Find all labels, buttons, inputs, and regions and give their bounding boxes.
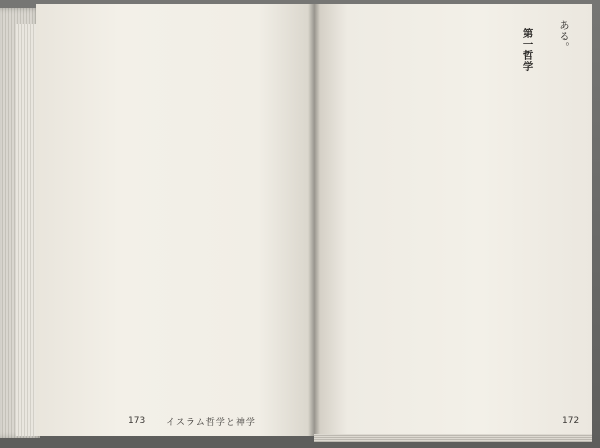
left-page-number: 173 xyxy=(128,416,146,426)
left-page-text xyxy=(54,44,290,390)
text-column xyxy=(537,20,552,382)
book-gutter xyxy=(308,4,320,436)
right-page-stack xyxy=(314,434,592,442)
book-spread xyxy=(36,4,592,440)
left-page xyxy=(36,4,314,436)
section-heading: 第一哲学 xyxy=(520,28,533,72)
running-head: イスラム哲学と神学 xyxy=(166,418,256,428)
text-column: ある。 xyxy=(557,20,569,53)
right-page-text xyxy=(332,20,570,382)
page-stack-edge xyxy=(0,8,40,438)
right-page-number: 172 xyxy=(562,416,580,426)
right-page xyxy=(314,4,592,436)
